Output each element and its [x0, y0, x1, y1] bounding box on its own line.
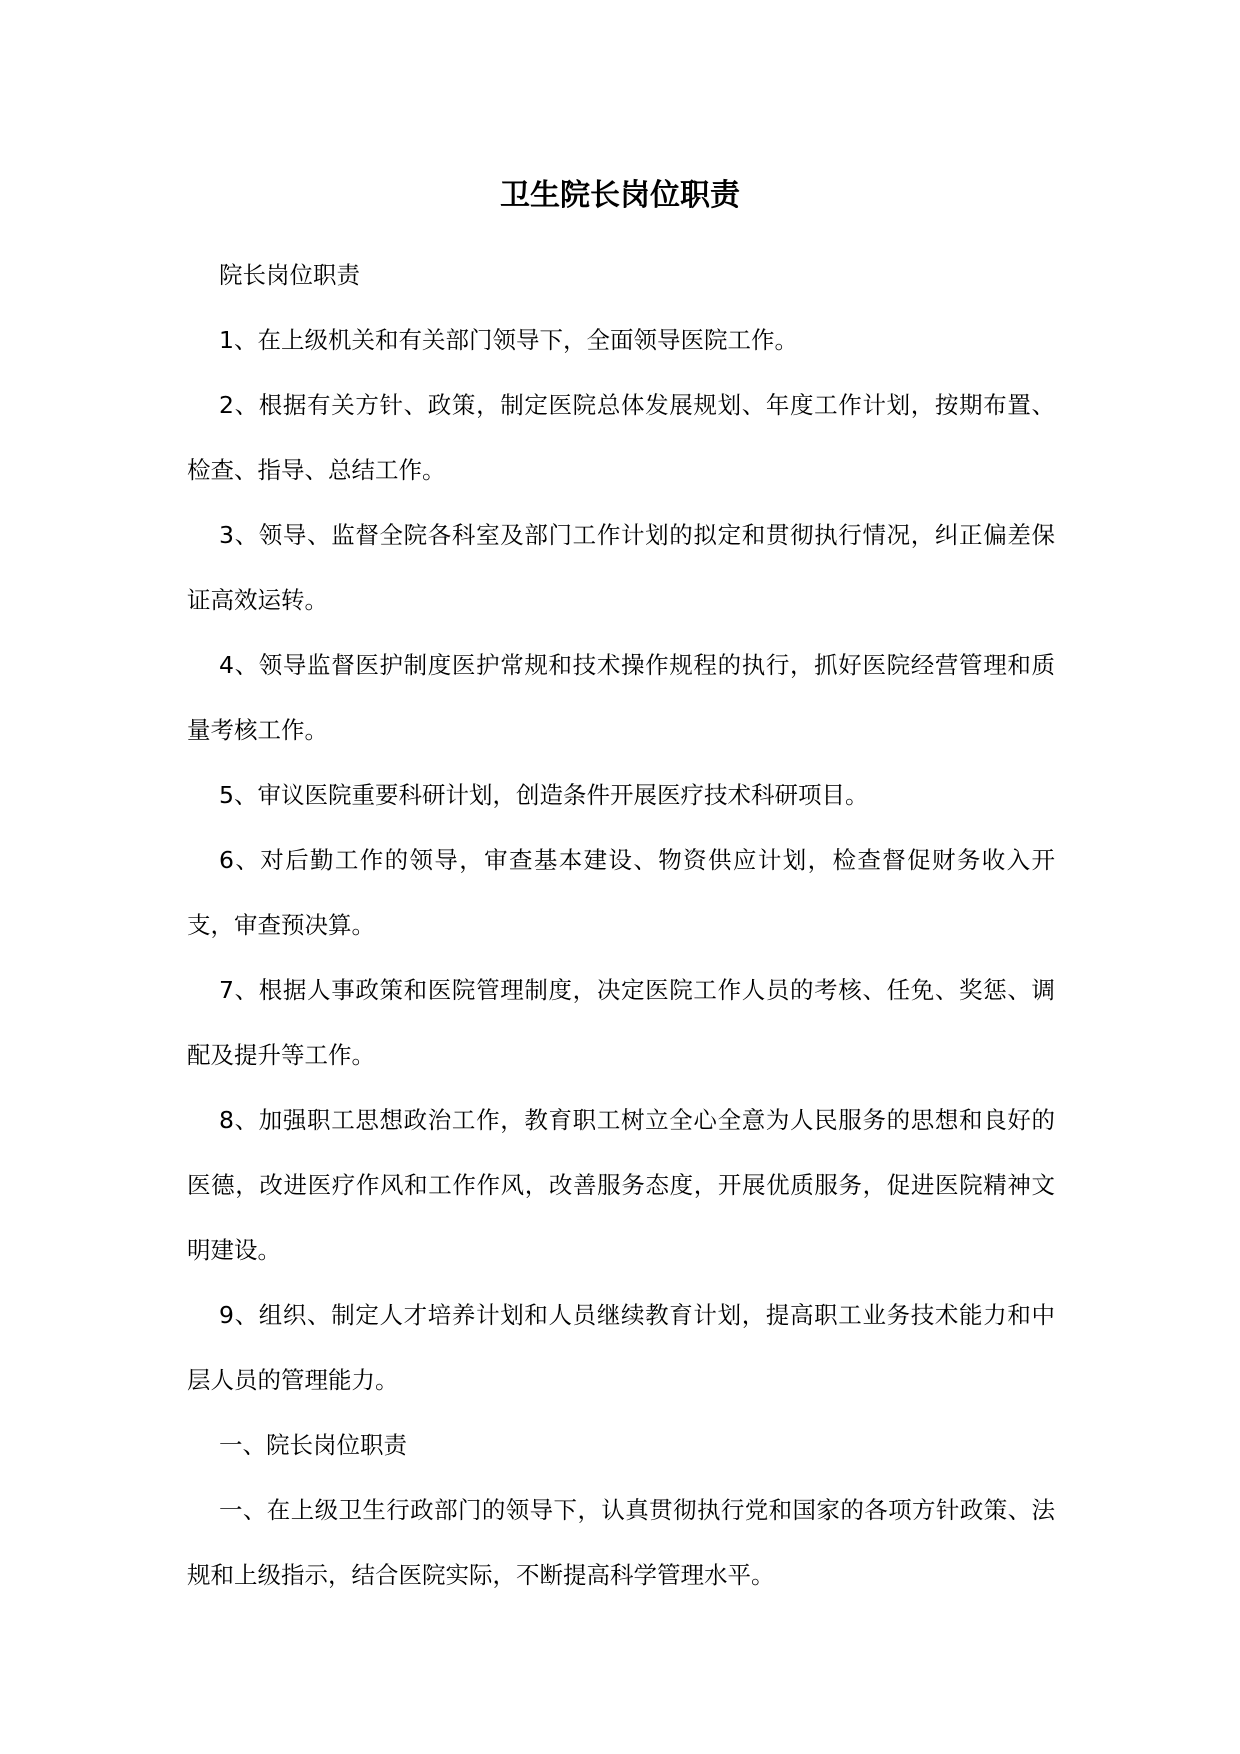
- duty-item-8: 8、加强职工思想政治工作，教育职工树立全心全意为人民服务的思想和良好的医德，改进医疗作风和工作作风，改善服务态度，开展优质服务，促进医院精神文明建设。: [187, 1106, 1055, 1264]
- duty-item-3: 3、领导、监督全院各科室及部门工作计划的拟定和贯彻执行情况，纠正偏差保证高效运转。: [187, 521, 1055, 614]
- document-title: 卫生院长岗位职责: [500, 178, 740, 213]
- duty-item-4: 4、领导监督医护制度医护常规和技术操作规程的执行，抓好医院经营管理和质量考核工作。: [187, 651, 1055, 744]
- duty-item-2: 2、根据有关方针、政策，制定医院总体发展规划、年度工作计划，按期布置、检查、指导、总结工作。: [187, 391, 1055, 484]
- duty-item-6: 6、对后勤工作的领导，审查基本建设、物资供应计划，检查督促财务收入开支，审查预决算。: [187, 846, 1055, 939]
- section-heading: 一、院长岗位职责: [219, 1431, 407, 1459]
- document-body: [187, 243, 1055, 1608]
- duty-item-7: 7、根据人事政策和医院管理制度，决定医院工作人员的考核、任免、奖惩、调配及提升等工作。: [187, 976, 1055, 1069]
- duty-item-5: 5、审议医院重要科研计划，创造条件开展医疗技术科研项目。: [219, 781, 869, 809]
- duty-item-9: 9、组织、制定人才培养计划和人员继续教育计划，提高职工业务技术能力和中层人员的管理能力。: [187, 1301, 1055, 1394]
- section2-item-1: 一、在上级卫生行政部门的领导下，认真贯彻执行党和国家的各项方针政策、法规和上级指示，结合医院实际，不断提高科学管理水平。: [187, 1496, 1055, 1589]
- duty-item-1: 1、在上级机关和有关部门领导下，全面领导医院工作。: [219, 326, 798, 354]
- section-subtitle: 院长岗位职责: [219, 261, 360, 289]
